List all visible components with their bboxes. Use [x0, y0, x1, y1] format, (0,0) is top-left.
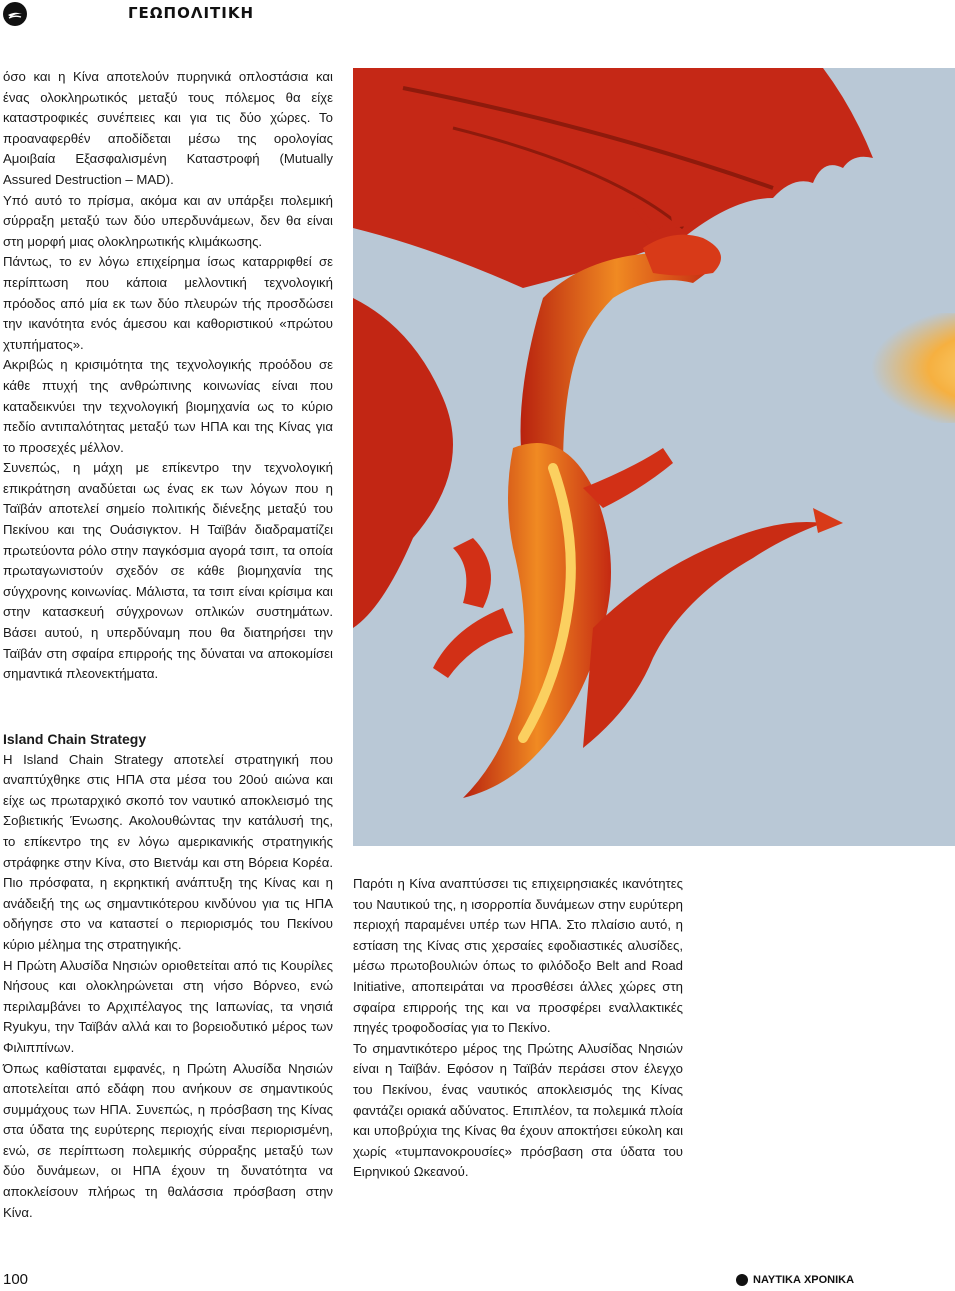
section-title: ΓΕΩΠΟΛΙΤΙΚΗ [128, 4, 255, 22]
paragraph: όσο και η Κίνα αποτελούν πυρηνικά οπλοστάσια και ένας ολοκληρωτικός μεταξύ τους πόλεμος θα είχε καταστροφικές συνέπειες και για τις δύο χώρες. Το προαναφερθέν αποδίδεται μέσω της ορολογίας Αμοιβαία Εξασφαλισμένη Καταστροφή (Mutually Assured Destruction – MAD). [3, 69, 333, 187]
brand-logo-icon [736, 1274, 748, 1286]
dragon-image [353, 68, 955, 846]
paragraph: Παρότι η Κίνα αναπτύσσει τις επιχειρησιακές ικανότητες του Ναυτικού της, η ισορροπία δυνάμεων στην ευρύτερη περιοχή παραμένει υπέρ των ΗΠΑ. Στο πλαίσιο αυτό, η εστίαση της Κίνας στις χερσαίες εφοδιαστικές αλυσίδες, μέσω πρωτοβουλιών όπως το φιλόδοξο Belt and Road Initiative, αποπειράται να προσθέσει άλλες χώρες στη σφαίρα επιρροής της και να προσφέρει εναλλακτικές πηγές τροφοδοσίας για το Πεκίνο. [353, 876, 683, 1036]
page-number: 100 [3, 1271, 29, 1288]
section-heading: Island Chain Strategy [3, 731, 147, 747]
paragraph: Όπως καθίσταται εμφανές, η Πρώτη Αλυσίδα Νησιών αποτελείται από εδάφη που ανήκουν σε σημαντικούς συμμάχους των ΗΠΑ. Συνεπώς, η πρόσβαση της Κίνας στα ύδατα της ευρύτερης περιοχής είναι περιορισμένη, ενώ, σε περίπτωση πολεμικής σύρραξης μεταξύ των δύο δυνάμεων, οι ΗΠΑ έχουν τη δυνατότητα να αποκλείσουν πλήρως τη θαλάσσια πρόσβαση στην Κίνα. [3, 1060, 333, 1220]
paragraph: Συνεπώς, η μάχη με επίκεντρο την τεχνολογική επικράτηση αναδύεται ως ένας εκ των λόγων που η Ταϊβάν αποτελεί σημείο πολιτικής διένεξης μεταξύ του Πεκίνου και της Ουάσιγκτον. Η Ταϊβάν διαδραματίζει πρωτεύοντα ρόλο στην παγκόσμια αγορά τσιπ, τα οποία πρωταγωνιστούν σχεδόν σε κάθε βιομηχανία της σύγχρονης κοινωνίας. Μάλιστα, τα τσιπ είναι κρίσιμα και στην κατασκευή σύγχρονων οπλικών συστημάτων. Βάσει αυτού, η υπερδύναμη που θα διατηρήσει την Ταϊβάν στη σφαίρα επιρροής της δύναται να αποκομίσει σημαντικά πλεονεκτήματα. [3, 460, 333, 682]
article-column-right-bottom [353, 874, 683, 1183]
paragraph: Πάντως, το εν λόγω επιχείρημα ίσως καταρριφθεί σε περίπτωση που κάποια μελλοντική τεχνολογική πρόοδος από μία εκ των δύο πλευρών τής προσδώσει την ικανότητα ενός άμεσου και καθοριστικού «πρώτου χτυπήματος». [3, 254, 333, 352]
paragraph: Το σημαντικότερο μέρος της Πρώτης Αλυσίδας Νησιών είναι η Ταϊβάν. Εφόσον η Ταϊβάν περάσει στον έλεγχο του Πεκίνου, ένας ναυτικός αποκλεισμός της Κίνας φαντάζει οριακά αδύνατος. Επιπλέον, τα πολεμικά πλοία και υποβρύχια της Κίνας θα έχουν αποκτήσει εύκολη και χωρίς «τυμπανοκρουσίες» πρόσβαση στα ύδατα του Ειρηνικού Ωκεανού. [353, 1040, 683, 1180]
article-column-left-top [3, 67, 333, 685]
page-header [0, 0, 955, 28]
logo-mark [3, 2, 27, 26]
dragon-illustration [353, 68, 955, 846]
paragraph: Υπό αυτό το πρίσμα, ακόμα και αν υπάρξει πολεμική σύρραξη μεταξύ των δύο υπερδυνάμεων, δεν θα είναι στη μορφή μιας ολοκληρωτικής κλιμάκωσης. [3, 192, 333, 249]
magazine-logo-icon [3, 2, 27, 26]
paragraph: Ακριβώς η κρισιμότητα της τεχνολογικής προόδου σε κάθε πτυχή της ανθρώπινης κοινωνίας είναι που καταδεικνύει την τεχνολογική βιομηχανία ως το κύριο πεδίο αντιπαλότητας μεταξύ των ΗΠΑ και της Κίνας για το προσεχές μέλλον. [3, 357, 333, 455]
footer-brand [736, 1274, 854, 1286]
article-column-left-bottom [3, 729, 333, 1223]
paragraph: Η Πρώτη Αλυσίδα Νησιών οριοθετείται από τις Κουρίλες Νήσους και ολοκληρώνεται στη νήσο Βόρνεο, ενώ περιλαμβάνει το Αρχιπέλαγος της Ιαπωνίας, τα νησιά Ryukyu, την Ταϊβάν αλλά και το βορειοδυτικό μέρος των Φιλιππίνων. [3, 957, 333, 1055]
brand-name: ΝΑΥΤΙΚΑ ΧΡΟΝΙΚΑ [753, 1274, 855, 1286]
paragraph: Η Island Chain Strategy αποτελεί στρατηγική που αναπτύχθηκε στις ΗΠΑ στα μέσα του 20ού αιώνα και είχε ως πρωταρχικό σκοπό τον ναυτικό αποκλεισμό της Σοβιετικής Ένωσης. Ακολουθώντας την κατάλυσή της, το επίκεντρο της εν λόγω αμερικανικής στρατηγικής στράφηκε στην Κίνα, στο Βιετνάμ και στη Βόρεια Κορέα. Πιο πρόσφατα, η εκρηκτική ανάπτυξη της Κίνας και η ανάδειξή της ως σημαντικότερου κινδύνου για τις ΗΠΑ οδήγησε στο να καταστεί ο περιορισμός του Πεκίνου κύριο μέλημα της στρατηγικής. [3, 751, 333, 952]
